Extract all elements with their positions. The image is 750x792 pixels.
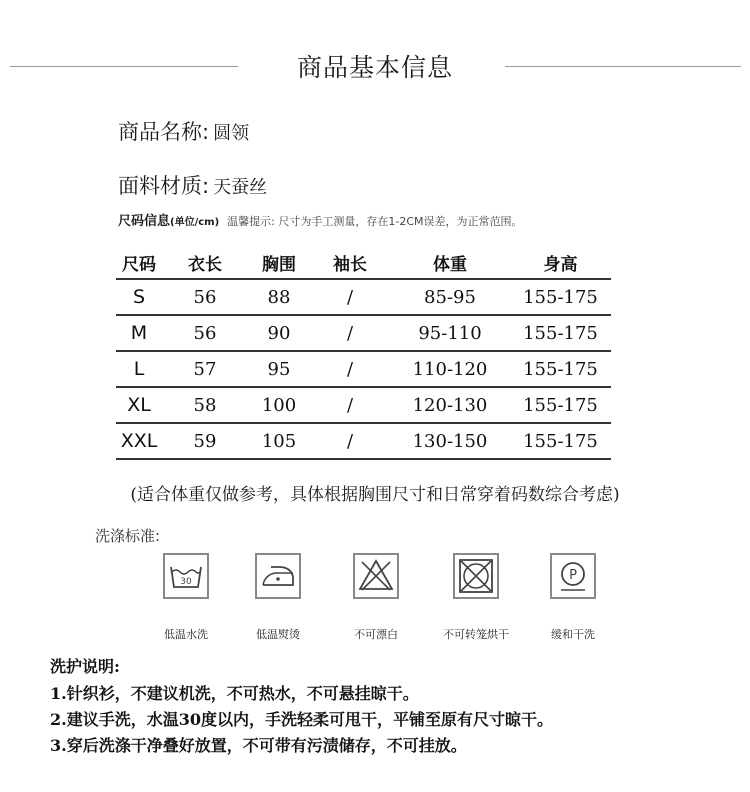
header-length: 衣长 [162,246,248,279]
gentle-dry-clean-icon [550,553,596,599]
header-weight: 体重 [390,246,510,279]
cell-size: XL [116,387,162,423]
cell-size: XXL [116,423,162,459]
care-item: 3.穿后洗涤干净叠好放置，不可带有污渍储存，不可挂放。 [50,736,467,755]
cell-height: 155-175 [510,351,611,387]
no-tumble-dry-icon [453,553,499,599]
cell-sleeve: / [310,315,390,351]
cell-size: L [116,351,162,387]
cell-height: 155-175 [510,279,611,315]
cell-weight: 85-95 [390,279,510,315]
fabric-value: 天蚕丝 [213,177,268,198]
bleach-icon-label: 不可漂白 [354,628,398,641]
low-temp-wash-icon [163,553,209,599]
svg-text:30: 30 [180,577,192,587]
fabric-row [118,170,267,200]
size-info-unit: (单位/cm) [170,217,220,228]
cell-length: 57 [162,351,248,387]
care-title: 洗护说明: [50,657,120,676]
low-temp-iron-icon [255,553,301,599]
size-table-header [116,246,611,279]
product-name-label: 商品名称: [118,120,210,144]
weight-footnote: (适合体重仅做参考，具体根据胸围尺寸和日常穿着码数综合考虑) [130,485,620,505]
size-table [116,246,611,460]
size-info-header [118,210,523,229]
size-info-title: 尺码信息 [118,214,171,229]
care-item: 2.建议手洗，水温30度以内，手洗轻柔可甩干，平铺至原有尺寸晾干。 [50,710,553,729]
header-size: 尺码 [116,246,162,279]
cell-height: 155-175 [510,387,611,423]
table-row [116,279,611,315]
section-title: 商品基本信息 [296,53,453,82]
cell-height: 155-175 [510,315,611,351]
wash-icon-label: 低温水洗 [164,628,208,641]
wash-standard-label: 洗涤标准: [95,527,161,545]
table-row [116,423,611,459]
cell-bust: 105 [248,423,310,459]
product-name-value: 圆领 [213,123,250,144]
header-sleeve: 袖长 [310,246,390,279]
cell-height: 155-175 [510,423,611,459]
fabric-label: 面料材质: [118,174,210,198]
iron-icon-label: 低温熨烫 [256,628,300,641]
cell-length: 56 [162,315,248,351]
header-bust: 胸围 [248,246,310,279]
tumble-icon-label: 不可转笼烘干 [443,628,509,641]
cell-sleeve: / [310,387,390,423]
table-row [116,351,611,387]
cell-bust: 95 [248,351,310,387]
dry-clean-icon-label: 缓和干洗 [551,628,595,641]
table-row [116,315,611,351]
cell-size: S [116,279,162,315]
no-bleach-icon [353,553,399,599]
cell-length: 58 [162,387,248,423]
cell-bust: 100 [248,387,310,423]
header-height: 身高 [510,246,611,279]
cell-bust: 88 [248,279,310,315]
product-name-row [118,116,249,146]
cell-length: 56 [162,279,248,315]
cell-weight: 120-130 [390,387,510,423]
cell-size: M [116,315,162,351]
table-row [116,387,611,423]
cell-weight: 95-110 [390,315,510,351]
cell-sleeve: / [310,279,390,315]
cell-sleeve: / [310,423,390,459]
care-item: 1.针织衫，不建议机洗，不可热水，不可悬挂晾干。 [50,684,419,703]
cell-weight: 130-150 [390,423,510,459]
svg-text:P: P [569,568,577,583]
cell-sleeve: / [310,351,390,387]
cell-bust: 90 [248,315,310,351]
size-info-note: 温馨提示: 尺寸为手工测量，存在1-2CM误差，为正常范围。 [227,215,523,228]
cell-weight: 110-120 [390,351,510,387]
cell-length: 59 [162,423,248,459]
